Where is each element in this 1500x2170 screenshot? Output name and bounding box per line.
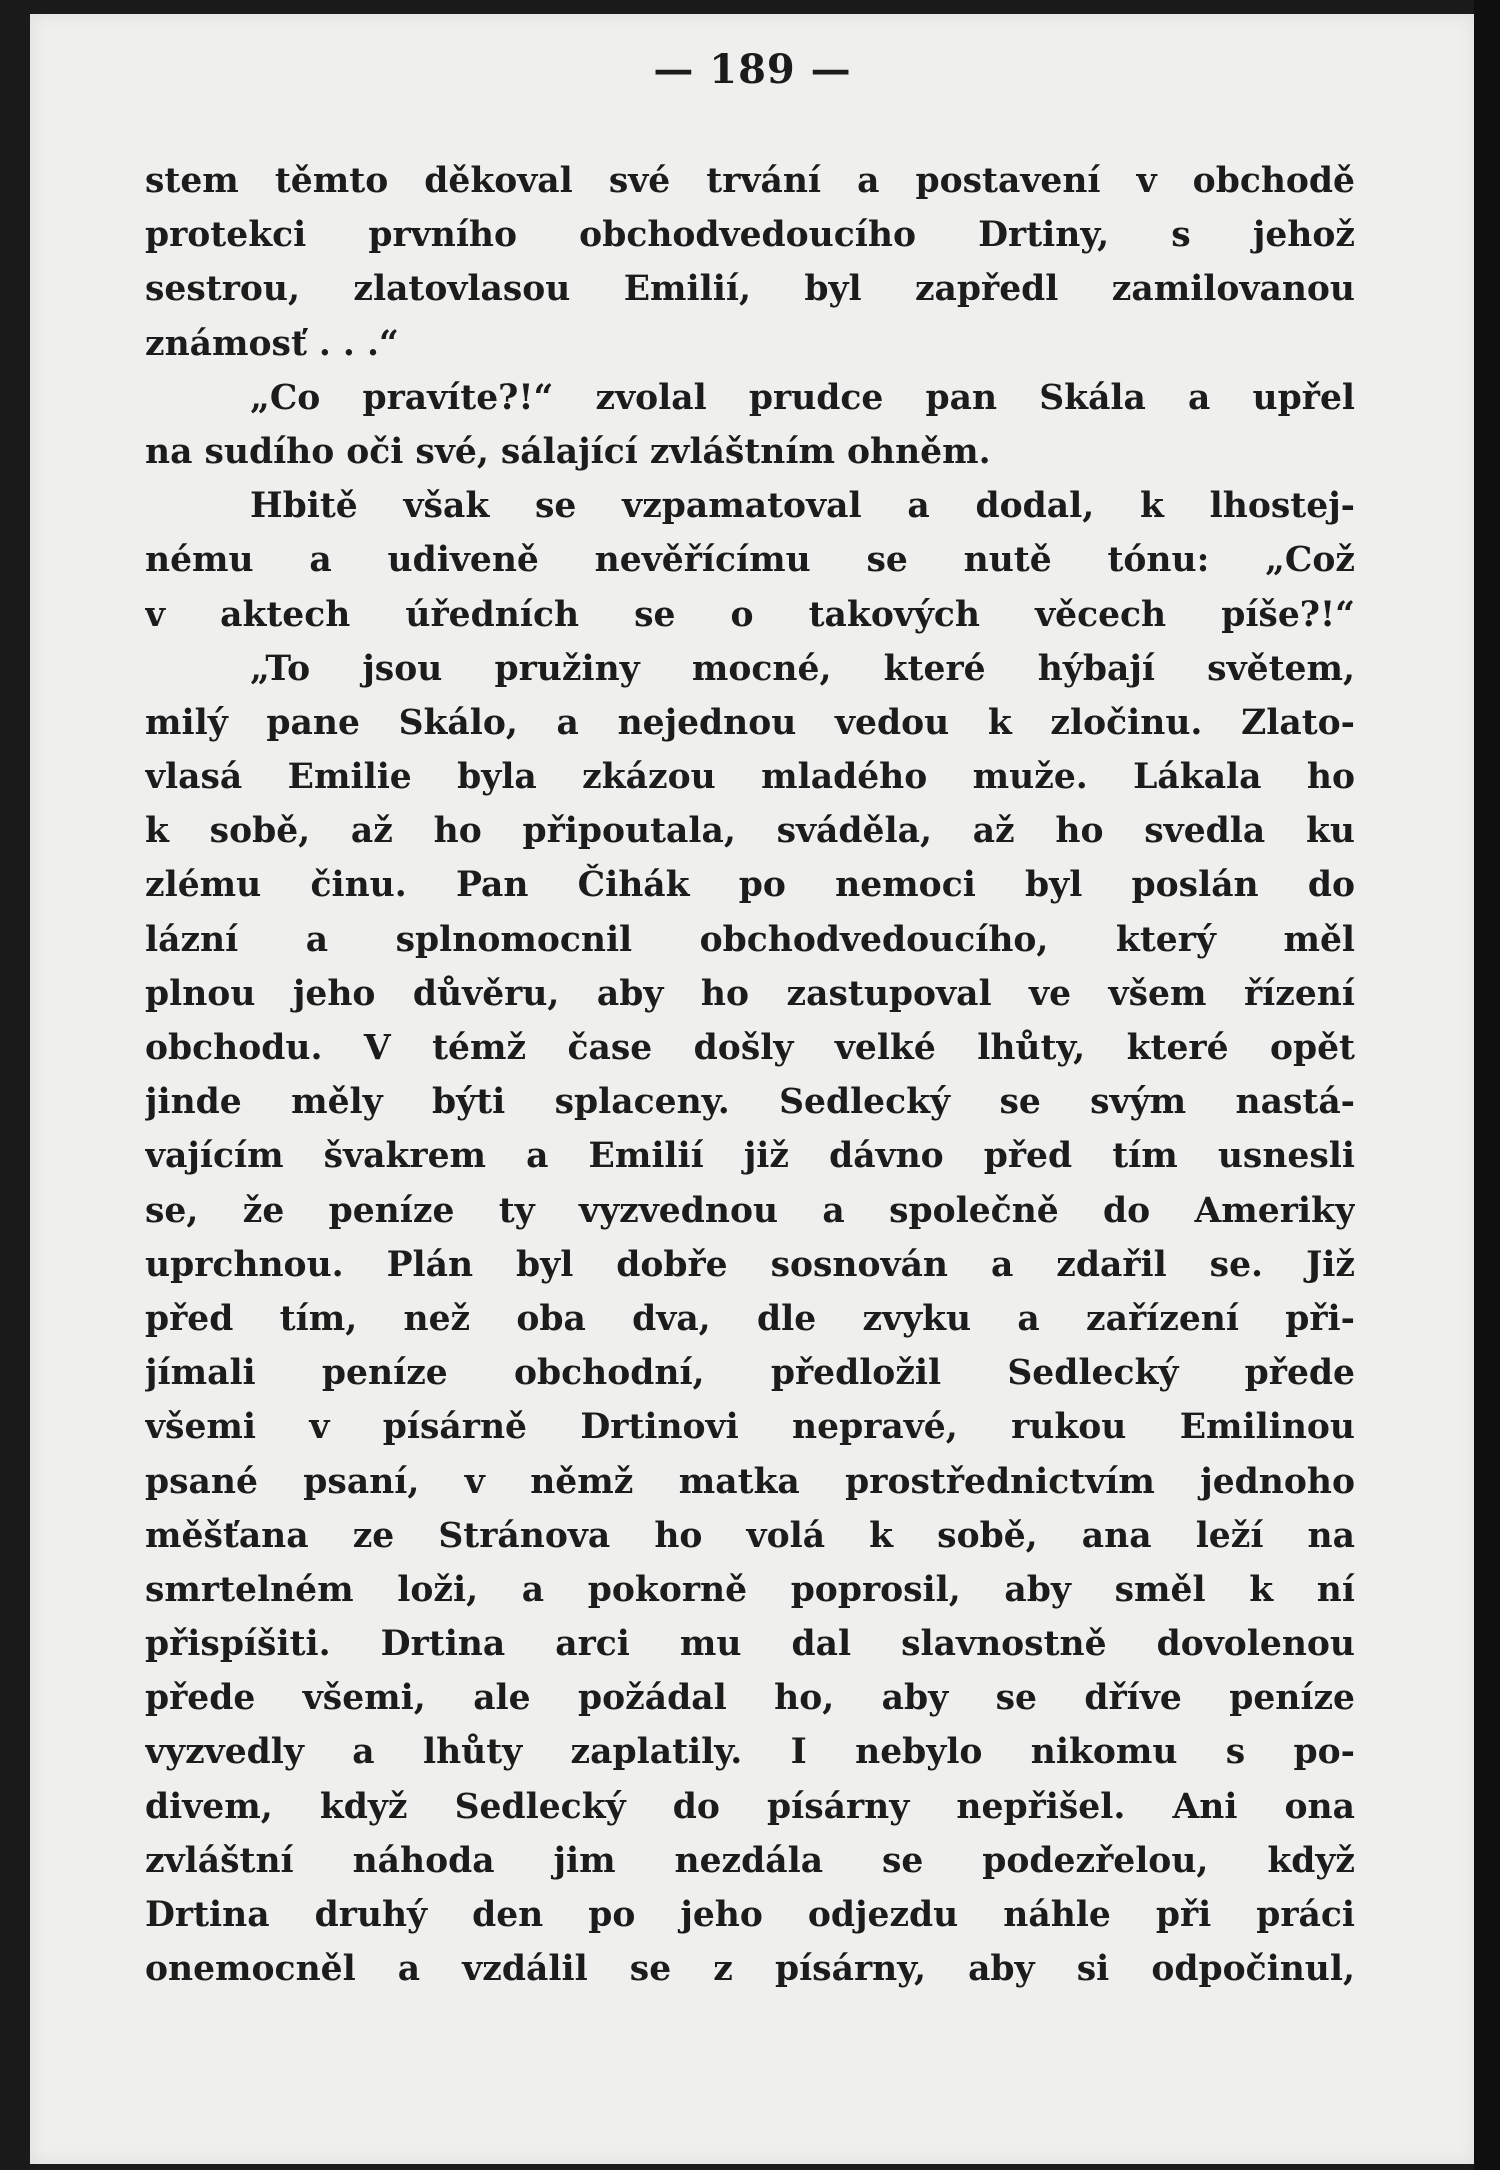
text-line: onemocněl a vzdálil se z písárny, aby si odpočinul, xyxy=(145,1949,1355,1990)
text-line: protekci prvního obchodvedoucího Drtiny, s jehož xyxy=(145,215,1355,256)
text-line: divem, když Sedlecký do písárny nepřišel. Ani ona xyxy=(145,1786,1355,1827)
text-line: nému a udiveně nevěřícímu se nutě tónu: „Což xyxy=(145,540,1355,581)
text-line: měšťana ze Stránova ho volá k sobě, ana leží na xyxy=(145,1515,1355,1556)
text-line: vajícím švakrem a Emilií již dávno před tím usnesli xyxy=(145,1136,1355,1177)
text-line: smrtelném loži, a pokorně poprosil, aby směl k ní xyxy=(145,1569,1355,1610)
text-line: zlému činu. Pan Čihák po nemoci byl poslán do xyxy=(145,865,1355,906)
text-line: k sobě, až ho připoutala, sváděla, až ho svedla ku xyxy=(145,811,1355,852)
text-line: Hbitě však se vzpamatoval a dodal, k lhostej- xyxy=(250,486,1355,527)
text-line: psané psaní, v němž matka prostřednictvím jednoho xyxy=(145,1461,1355,1502)
text-line: všemi v písárně Drtinovi nepravé, rukou Emilinou xyxy=(145,1407,1355,1448)
text-line: zvláštní náhoda jim nezdála se podezřelou, když xyxy=(145,1840,1355,1881)
text-line: plnou jeho důvěru, aby ho zastupoval ve všem řízení xyxy=(145,973,1355,1014)
text-line: obchodu. V témž čase došly velké lhůty, které opět xyxy=(145,1028,1355,1068)
body-text xyxy=(145,154,1355,1996)
text-line: vyzvedly a lhůty zaplatily. I nebylo nikomu s po- xyxy=(145,1732,1355,1773)
scan-edge xyxy=(1474,0,1500,2170)
page-number: — 189 — xyxy=(653,46,852,93)
text-line: se, že peníze ty vyzvednou a společně do Ameriky xyxy=(145,1190,1355,1231)
text-line: stem těmto děkoval své trvání a postavení v obchodě xyxy=(145,161,1355,201)
text-line: milý pane Skálo, a nejednou vedou k zločinu. Zlato- xyxy=(145,702,1355,743)
text-line: vlasá Emilie byla zkázou mladého muže. Lákala ho xyxy=(145,757,1355,798)
text-line: „To jsou pružiny mocné, které hýbají světem, xyxy=(250,648,1355,689)
text-line: v aktech úředních se o takových věcech píše?!“ xyxy=(145,594,1355,635)
text-line: Drtina druhý den po jeho odjezdu náhle při práci xyxy=(145,1895,1355,1935)
text-line: přede všemi, ale požádal ho, aby se dříve peníze xyxy=(145,1678,1355,1719)
text-line: „Co pravíte?!“ zvolal prudce pan Skála a upřel xyxy=(250,377,1355,418)
text-line: jímali peníze obchodní, předložil Sedlecký přede xyxy=(145,1353,1355,1394)
text-line: známosť . . .“ xyxy=(145,323,399,364)
text-line: jinde měly býti splaceny. Sedlecký se svým nastá- xyxy=(145,1082,1355,1123)
book-page xyxy=(30,14,1475,2164)
text-line: uprchnou. Plán byl dobře sosnován a zdařil se. Již xyxy=(145,1244,1355,1285)
text-line: přispíšiti. Drtina arci mu dal slavnostně dovolenou xyxy=(145,1624,1355,1665)
text-line: před tím, než oba dva, dle zvyku a zařízení při- xyxy=(145,1298,1355,1339)
text-line: sestrou, zlatovlasou Emilií, byl zapředl zamilovanou xyxy=(145,269,1355,310)
text-line: na sudího oči své, sálající zvláštním ohněm. xyxy=(145,431,991,472)
text-line: lázní a splnomocnil obchodvedoucího, který měl xyxy=(145,919,1355,960)
